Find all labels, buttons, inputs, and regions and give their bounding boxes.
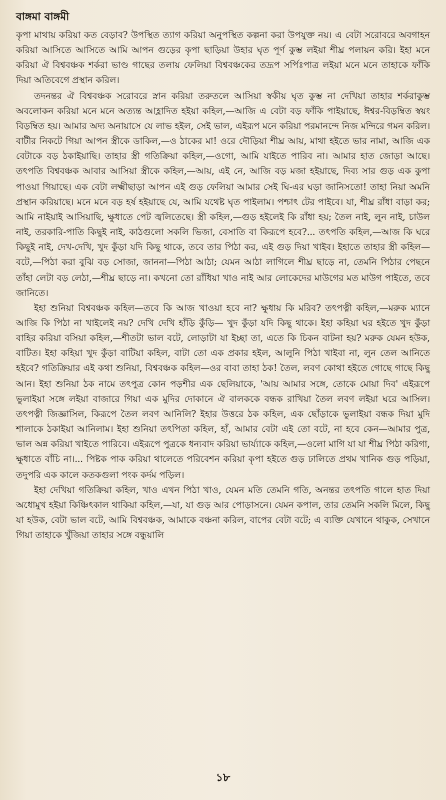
page-number: ১৮ (215, 771, 231, 784)
page-body (16, 29, 430, 544)
running-head: বাঙ্গমা বাঙ্গমী (16, 11, 70, 23)
paragraph: ইহা দেখিয়া গতিক্রিয়া কহিল, খাও এখন পিঠা খাও, যেমন মতি তেমনি গতি, অনন্তর তৎপতি গালে হাত দিয়া অধোমুখ হইয়া কিঞ্চিৎকাল থাকিয়া কহিল,—যা, যা গুড় আর পোড়াসনে। যেমন কপাল, তার তেমনি সকলি মিলে, কিছু যা হউক, বেটা ভাল বটে, আমি বিশ্ববঞ্চক, আমাকে বঞ্চনা করিল, বাপের বেটা বটে; এ ব্যক্তি যেখানে থাকুক, সেখানে গিয়া তাহাকে খুঁজিয়া তাহার সঙ্গে বন্ধুয়ালি (16, 485, 430, 542)
paragraph: ইহা শুনিয়া বিশ্ববঞ্চক কহিল—তবে কি আজ খাওয়া হবে না? ক্ষুধায় কি মরিব? তৎপত্নী কহিল,—মরুক ম্যানে আজি কি পিঠা না খাইলেই নয়? দেখি দেখি হাঁড়ি কুঁড়ি— খুদ কুঁড়া যদি কিছু থাকে। ইহা কহিয়া ঘর হইতে খুদ কুঁড়া বাহির করিয়া বসিয়া কহিল,—শীতটা ভাল বটে, লোড়াটা যা ইচ্ছা তা, এতে কি চিকন বাটনা হয়? মরুক যেমন হউক, বাটিত। ইহা কহিয়া খুদ কুঁড়া বাটিয়া কহিল, বাটা তো এক প্রকার হইল, আলুনি পিঠা খাইবা না, লুন তেল আনিতে হইবে? গতিক্রিয়ার এই কথা শুনিয়া, বিশ্ববঞ্চক কহিল—ওর বাবা তাহা ঠক! তৈল, লবণ কোথা হইতে গোছে গাছে কিছু আন। ইহা শুনিয়া ঠক নামে তৎপুত্র কোন পড়শীর এক ছেলিয়াকে, 'আয় আমার সঙ্গে, তোকে মোয়া দিব' এইরূপে ভুলাইয়া সঙ্গে লইয়া বাজারে গিয়া এক মুদির দোকানে ঐ বালককে বন্ধক রাখিয়া তৈল লবণ লইয়া ঘরে আসিল। তৎপত্নী জিজ্ঞাসিল, কিরূপে তৈল লবণ আনিলি? ইহার উত্তরে ঠক কহিল, এক ছোঁড়াকে ভুলাইয়া বন্ধক দিয়া মুদি শালাকে ঠকাইয়া আনিলাম। ইহা শুনিয়া তৎপিতা কহিল, হাঁ, আমার বেটা এই তো বটে, না হবে কেন—আমার পুত্র, ভাল অন্ন করিয়া খাইতে পারিবে। এইরূপে পুত্রকে ধন্যবাদ করিয়া ভার্য্যাকে কহিল,—ওলো মাগি যা যা শীঘ্র পিঠা করিগা, ক্ষুধাতে বাঁচি না।... পিষ্টক পাক করিয়া থালেতে পরিবেশন করিয়া কৃপা হইতে গুড় ঢালিতে প্রথম খানিক গুড় পড়িয়া, তদুপরি এক কালে কতকগুলা পংক কর্দম পড়িল। (16, 303, 430, 481)
paragraph: কৃপা মাথায় করিয়া কত বেড়াব? উপস্থিত ত্যাগ করিয়া অনুপস্থিত কল্পনা করা উপযুক্ত নয়। এ বেটা সরোবরে অবগাহন করিয়া আসিতে আসিতে আমি আপন গুড়ের কৃপা ছাড়িয়া উহার ঘৃত পূর্ণ কুম্ভ লইয়া শীঘ্র পলায়ন করি। ইহা মনে করিয়া ঐ বিশ্ববঞ্চক শর্করা ভাণ্ড গাছের তলায় ফেলিয়া বিশ্ববঞ্চকের তদ্রূপ সর্পিঃপাত্র লইয়া মনে মনে তাহাকে ফাঁকি দিয়া অতিবেগে প্রস্থান করিল। (16, 31, 430, 87)
paragraph: তদনন্তর ঐ বিশ্ববঞ্চক সরোবরে স্নান করিয়া তরুতলে আসিয়া স্বকীয় ঘৃত কুম্ভ না দেখিয়া তাহার শর্করাকুম্ভ অবলোকন করিয়া মনে মনে অত্যন্ত আহ্লাদিত হইয়া কহিল,—আজি এ বেটা বড় ফাঁকি পাইয়াছে, ঈশ্বর-বিড়ম্বিত স্বয়ং বিড়ম্বিত হয়। আমার অদ্য অনায়াসে যে লাভ হইল, সেই ভাল, এইরূপ মনে করিয়া পরমানন্দে নিজ মন্দিরে গমন করিল। বাটীর নিকটে গিয়া আপন স্ত্রীকে ডাকিল,—ও ঠাকের মা! ওরে দৌড়িয়া শীঘ্র আয়, মাথা হইতে ভার নামা, আজি এক বেটাকে বড় ঠকাইয়াছি। তাহার স্ত্রী গতিক্রিয়া কহিল,—ওগো, আমি যাইতে পারিব না। আমার হাত জোড়া আছে। তৎপতি বিশ্ববঞ্চক আবার আসিয়া স্ত্রীকে কহিল,—আয়, এই নে, আজি বড় মজা হইয়াছে, দিব্য সার গুড় এক কুপা পাওয়া গিয়াছে। এক বেটা লক্ষ্মীছাড়া আপন এই গুড় ফেলিয়া আমার সেই ঘি-এর ঘড়া জানিসতো! তাহা নিয়া অমনি প্রস্থান করিয়াছে। মনে মনে বড় হর্ষ হইয়াছে যে, আমি যথেষ্ট ঘৃত পাইলাম। পশ্চাৎ টের পাইবে। যা, শীঘ্র রাঁধা বাড়া কর; আমি নাইয়াই আসিয়াছি, ক্ষুধাতে পেট জ্বলিতেছে। স্ত্রী কহিল,—গুড় হইলেই কি রাঁধা হয়; তৈল নাই, লুন নাই, চাউল নাই, তরকারি-পাতি কিছুই নাই, কাঠগুলো সকলি ভিজা, বেসাতি বা কিরূপে হবে?... তৎপতি কহিল,—আজ কি ঘরে কিছুই নাই, দেখ-দেখি, খুদ কুঁড়া যদি কিছু থাকে, তবে তার পিঠা কর, এই গুড় দিয়া খাইব। ইহাতে তাহার স্ত্রী কহিল—বটে,—পিঠা করা বুঝি বড় সোজা, জাননা—পিঠা আঠা; যেমন আঠা লাগিলে শীঘ্র ছাড়ে না, তেমনি পিঠার পেছনে তাঁহা লেটা বড় লেঠা,—শীঘ্র ছাড়ে না। কখনো তো রাঁধিয়া খাও নাই আর লোকেদের মাউগের মত মাউগ পাইতে, তবে জানিতে। (16, 91, 430, 299)
